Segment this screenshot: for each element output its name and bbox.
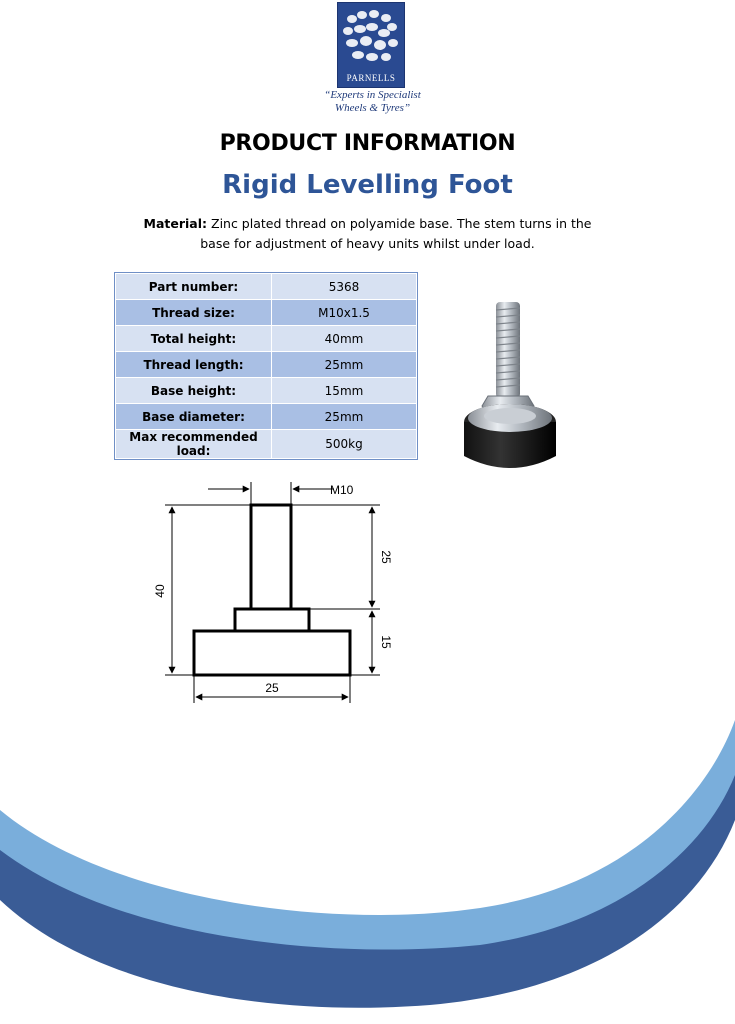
spec-value: 500kg [272, 430, 417, 459]
brand-name: PARNELLS [346, 73, 396, 83]
table-row [116, 326, 417, 352]
drawing-thread [251, 505, 291, 609]
spec-value: 25mm [272, 404, 417, 430]
spec-value: 5368 [272, 274, 417, 300]
drawing-base [194, 631, 350, 675]
spec-label: Base height: [116, 378, 272, 404]
spec-value: 40mm [272, 326, 417, 352]
wheel-logo-icon [338, 5, 404, 71]
spec-label: Thread size: [116, 300, 272, 326]
decorative-wave [0, 700, 735, 1024]
page-heading: PRODUCT INFORMATION [219, 131, 516, 156]
product-photo [460, 298, 570, 473]
parnells-logo [337, 2, 405, 88]
spec-label: Base diameter: [116, 404, 272, 430]
drawing-hex [235, 609, 309, 631]
spec-label: Total height: [116, 326, 272, 352]
table-row [116, 404, 417, 430]
dim-thread-length: 25 [379, 550, 393, 564]
table-row [116, 378, 417, 404]
spec-value: 25mm [272, 352, 417, 378]
technical-drawing [150, 478, 393, 708]
table-row [116, 300, 417, 326]
specs-table [115, 273, 417, 459]
product-title: Rigid Levelling Foot [222, 170, 513, 200]
spec-value: M10x1.5 [272, 300, 417, 326]
material-text: Zinc plated thread on polyamide base. The stem turns in the base for adjustment of heavy units whilst under load. [200, 216, 592, 251]
dim-base-diameter: 25 [265, 681, 279, 695]
table-row [116, 274, 417, 300]
dim-total-height: 40 [153, 584, 167, 598]
table-row [116, 430, 417, 459]
spec-label: Part number: [116, 274, 272, 300]
dim-base-height: 15 [379, 635, 393, 649]
tagline-line-1: “Experts in Specialist [324, 89, 421, 101]
table-row [116, 352, 417, 378]
dim-thread-size: M10 [330, 483, 354, 497]
spec-label: Max recommended load: [116, 430, 272, 459]
material-description [130, 214, 605, 254]
spec-label: Thread length: [116, 352, 272, 378]
tagline-line-2: Wheels & Tyres” [334, 102, 411, 114]
material-label: Material: [143, 216, 208, 231]
spec-value: 15mm [272, 378, 417, 404]
